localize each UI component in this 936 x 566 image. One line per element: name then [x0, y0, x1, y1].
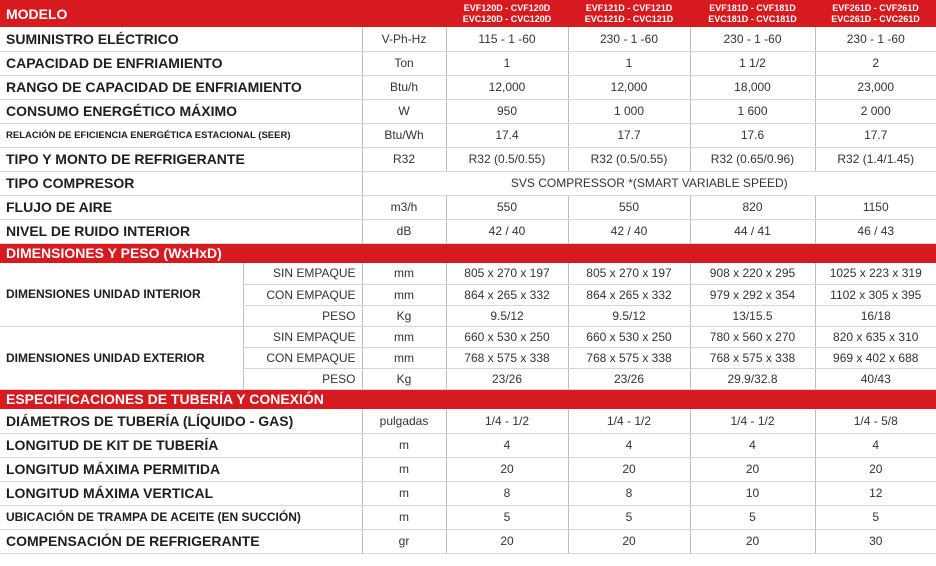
- piping-value: 30: [815, 529, 936, 553]
- spec-row: [0, 147, 936, 171]
- dimension-sublabel: PESO: [243, 368, 362, 389]
- spec-value: 1 000: [568, 99, 690, 123]
- spec-row: [0, 123, 936, 147]
- spec-unit: Btu/Wh: [362, 123, 446, 147]
- dimension-sublabel: CON EMPAQUE: [243, 284, 362, 305]
- dimension-unit: mm: [362, 284, 446, 305]
- dimension-value: 805 x 270 x 197: [568, 263, 690, 284]
- dimension-value: 1102 x 305 x 395: [815, 284, 936, 305]
- spec-value: R32 (0.5/0.55): [446, 147, 568, 171]
- dimension-value: 9.5/12: [568, 305, 690, 326]
- piping-unit: m: [362, 457, 446, 481]
- piping-unit: m: [362, 505, 446, 529]
- dimension-value: 16/18: [815, 305, 936, 326]
- section-title: ESPECIFICACIONES DE TUBERÍA Y CONEXIÓN: [0, 389, 936, 409]
- spec-value: 17.7: [815, 123, 936, 147]
- outdoor-dimensions-label: DIMENSIONES UNIDAD EXTERIOR: [0, 326, 243, 389]
- piping-label: LONGITUD MÁXIMA PERMITIDA: [0, 457, 362, 481]
- spec-row: [0, 195, 936, 219]
- piping-row: [0, 481, 936, 505]
- compressor-row: [0, 171, 936, 195]
- spec-label: RELACIÓN DE EFICIENCIA ENERGÉTICA ESTACIONAL (SEER): [0, 123, 362, 147]
- piping-label: LONGITUD DE KIT DE TUBERÍA: [0, 433, 362, 457]
- spec-value: 17.6: [690, 123, 815, 147]
- spec-value: 550: [568, 195, 690, 219]
- dimension-value: 768 x 575 x 338: [690, 347, 815, 368]
- spec-label: CONSUMO ENERGÉTICO MÁXIMO: [0, 99, 362, 123]
- spec-value: 18,000: [690, 75, 815, 99]
- piping-value: 20: [568, 529, 690, 553]
- piping-label: COMPENSACIÓN DE REFRIGERANTE: [0, 529, 362, 553]
- dimension-value: 864 x 265 x 332: [568, 284, 690, 305]
- section-header-dimensions: [0, 243, 936, 263]
- spec-value: 1: [446, 51, 568, 75]
- piping-label: DIÁMETROS DE TUBERÍA (LÍQUIDO - GAS): [0, 409, 362, 433]
- spec-value: 230 - 1 -60: [690, 27, 815, 51]
- spec-value: 115 - 1 -60: [446, 27, 568, 51]
- dimension-value: 864 x 265 x 332: [446, 284, 568, 305]
- spec-row: [0, 75, 936, 99]
- piping-unit: gr: [362, 529, 446, 553]
- dimension-value: 660 x 530 x 250: [568, 326, 690, 347]
- piping-row: [0, 457, 936, 481]
- piping-label: LONGITUD MÁXIMA VERTICAL: [0, 481, 362, 505]
- spec-unit: m3/h: [362, 195, 446, 219]
- piping-value: 20: [568, 457, 690, 481]
- dimension-value: 820 x 635 x 310: [815, 326, 936, 347]
- spec-label: SUMINISTRO ELÉCTRICO: [0, 27, 362, 51]
- spec-value: 1: [568, 51, 690, 75]
- spec-label: CAPACIDAD DE ENFRIAMIENTO: [0, 51, 362, 75]
- dimension-value: 780 x 560 x 270: [690, 326, 815, 347]
- spec-value: 42 / 40: [446, 219, 568, 243]
- piping-value: 8: [568, 481, 690, 505]
- piping-value: 5: [690, 505, 815, 529]
- spec-label: NIVEL DE RUIDO INTERIOR: [0, 219, 362, 243]
- dimension-row: [0, 263, 936, 284]
- dimension-value: 29.9/32.8: [690, 368, 815, 389]
- piping-row: [0, 529, 936, 553]
- model-4: EVF261D - CVF261D EVC261D - CVC261D: [815, 0, 936, 27]
- piping-value: 10: [690, 481, 815, 505]
- spec-value: 17.7: [568, 123, 690, 147]
- piping-row: [0, 409, 936, 433]
- spec-label: RANGO DE CAPACIDAD DE ENFRIAMIENTO: [0, 75, 362, 99]
- dimension-value: 1025 x 223 x 319: [815, 263, 936, 284]
- piping-row: [0, 505, 936, 529]
- dimension-value: 908 x 220 x 295: [690, 263, 815, 284]
- spec-row: [0, 27, 936, 51]
- spec-unit: dB: [362, 219, 446, 243]
- spec-value: R32 (0.65/0.96): [690, 147, 815, 171]
- piping-unit: m: [362, 433, 446, 457]
- spec-value: R32 (0.5/0.55): [568, 147, 690, 171]
- dimension-sublabel: SIN EMPAQUE: [243, 263, 362, 284]
- model-2: EVF121D - CVF121D EVC121D - CVC121D: [568, 0, 690, 27]
- spec-value: 230 - 1 -60: [568, 27, 690, 51]
- spec-unit: W: [362, 99, 446, 123]
- spec-value: 12,000: [446, 75, 568, 99]
- section-title: DIMENSIONES Y PESO (WxHxD): [0, 243, 936, 263]
- piping-value: 5: [568, 505, 690, 529]
- section-header-piping: [0, 389, 936, 409]
- piping-value: 1/4 - 1/2: [690, 409, 815, 433]
- spec-value: 44 / 41: [690, 219, 815, 243]
- spec-value: 550: [446, 195, 568, 219]
- spec-value: 820: [690, 195, 815, 219]
- piping-value: 20: [690, 529, 815, 553]
- dimension-unit: Kg: [362, 368, 446, 389]
- spec-label: TIPO Y MONTO DE REFRIGERANTE: [0, 147, 362, 171]
- dimension-value: 40/43: [815, 368, 936, 389]
- piping-value: 4: [446, 433, 568, 457]
- dimension-value: 13/15.5: [690, 305, 815, 326]
- compressor-value: SVS COMPRESSOR *(SMART VARIABLE SPEED): [362, 171, 936, 195]
- dimension-value: 979 x 292 x 354: [690, 284, 815, 305]
- spec-value: 1150: [815, 195, 936, 219]
- piping-value: 20: [815, 457, 936, 481]
- piping-row: [0, 433, 936, 457]
- piping-value: 1/4 - 5/8: [815, 409, 936, 433]
- spec-value: 1 600: [690, 99, 815, 123]
- spec-value: 46 / 43: [815, 219, 936, 243]
- dimension-sublabel: SIN EMPAQUE: [243, 326, 362, 347]
- spec-value: 950: [446, 99, 568, 123]
- piping-value: 20: [690, 457, 815, 481]
- dimension-row: [0, 326, 936, 347]
- spec-unit: V-Ph-Hz: [362, 27, 446, 51]
- spec-unit: Btu/h: [362, 75, 446, 99]
- piping-value: 1/4 - 1/2: [446, 409, 568, 433]
- model-3: EVF181D - CVF181D EVC181D - CVC181D: [690, 0, 815, 27]
- spec-row: [0, 99, 936, 123]
- dimension-unit: mm: [362, 347, 446, 368]
- spec-value: R32 (1.4/1.45): [815, 147, 936, 171]
- piping-value: 5: [815, 505, 936, 529]
- piping-unit: m: [362, 481, 446, 505]
- spec-row: [0, 51, 936, 75]
- spec-row: [0, 219, 936, 243]
- piping-value: 20: [446, 529, 568, 553]
- piping-value: 4: [568, 433, 690, 457]
- dimension-value: 768 x 575 x 338: [446, 347, 568, 368]
- dimension-value: 768 x 575 x 338: [568, 347, 690, 368]
- dimension-value: 9.5/12: [446, 305, 568, 326]
- piping-unit: pulgadas: [362, 409, 446, 433]
- piping-value: 12: [815, 481, 936, 505]
- header-title: MODELO: [0, 0, 446, 27]
- dimension-value: 23/26: [568, 368, 690, 389]
- piping-label: UBICACIÓN DE TRAMPA DE ACEITE (EN SUCCIÓN): [0, 505, 362, 529]
- piping-value: 8: [446, 481, 568, 505]
- spec-unit: R32: [362, 147, 446, 171]
- indoor-dimensions-label: DIMENSIONES UNIDAD INTERIOR: [0, 263, 243, 326]
- dimension-unit: mm: [362, 263, 446, 284]
- compressor-label: TIPO COMPRESOR: [0, 171, 362, 195]
- dimension-unit: mm: [362, 326, 446, 347]
- dimension-unit: Kg: [362, 305, 446, 326]
- piping-value: 4: [690, 433, 815, 457]
- header-row: [0, 0, 936, 27]
- spec-value: 17.4: [446, 123, 568, 147]
- dimension-value: 660 x 530 x 250: [446, 326, 568, 347]
- spec-value: 23,000: [815, 75, 936, 99]
- dimension-value: 969 x 402 x 688: [815, 347, 936, 368]
- spec-value: 230 - 1 -60: [815, 27, 936, 51]
- spec-value: 2 000: [815, 99, 936, 123]
- piping-value: 1/4 - 1/2: [568, 409, 690, 433]
- spec-value: 42 / 40: [568, 219, 690, 243]
- spec-value: 2: [815, 51, 936, 75]
- piping-value: 4: [815, 433, 936, 457]
- model-1: EVF120D - CVF120D EVC120D - CVC120D: [446, 0, 568, 27]
- spec-value: 1 1/2: [690, 51, 815, 75]
- spec-label: FLUJO DE AIRE: [0, 195, 362, 219]
- dimension-value: 805 x 270 x 197: [446, 263, 568, 284]
- spec-value: 12,000: [568, 75, 690, 99]
- dimension-value: 23/26: [446, 368, 568, 389]
- piping-value: 5: [446, 505, 568, 529]
- dimension-sublabel: CON EMPAQUE: [243, 347, 362, 368]
- dimension-sublabel: PESO: [243, 305, 362, 326]
- spec-unit: Ton: [362, 51, 446, 75]
- piping-value: 20: [446, 457, 568, 481]
